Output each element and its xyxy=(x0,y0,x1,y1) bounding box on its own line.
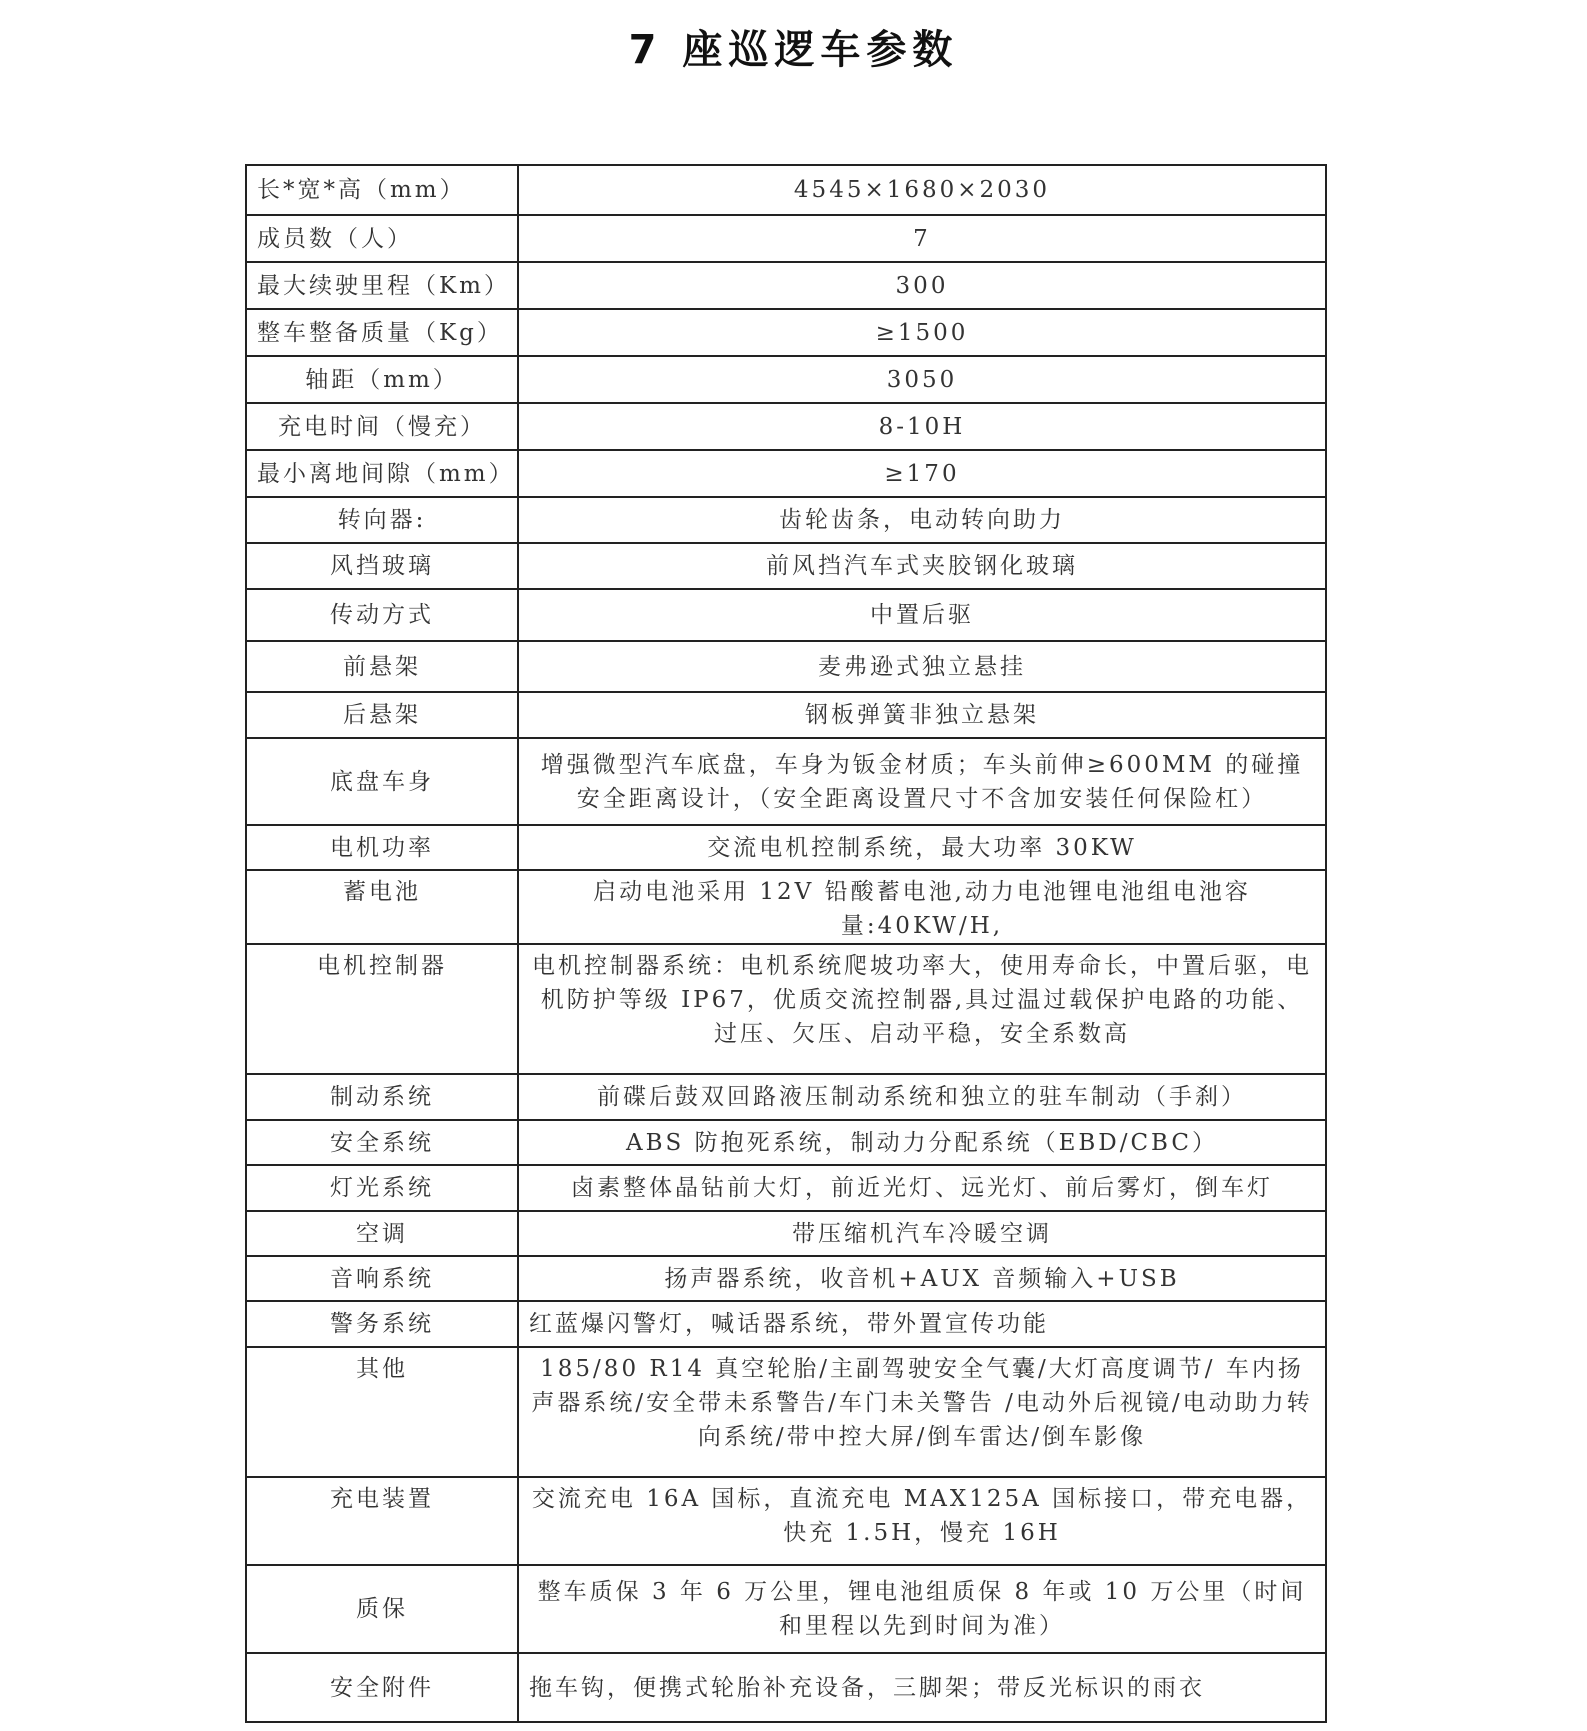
table-row xyxy=(246,944,1326,1074)
row-value: ≥1500 xyxy=(518,309,1326,356)
table-row xyxy=(246,1347,1326,1477)
row-label: 制动系统 xyxy=(246,1074,518,1120)
page-title: 7 座巡逻车参数 xyxy=(628,27,959,73)
row-label: 成员数（人） xyxy=(246,215,518,262)
row-value: 整车质保 3 年 6 万公里，锂电池组质保 8 年或 10 万公里（时间和里程以先到时间为准） xyxy=(518,1565,1326,1653)
row-value: 拖车钩，便携式轮胎补充设备，三脚架；带反光标识的雨衣 xyxy=(518,1653,1326,1722)
row-label: 转向器: xyxy=(246,497,518,543)
row-label: 质保 xyxy=(246,1565,518,1653)
row-value: 红蓝爆闪警灯，喊话器系统，带外置宣传功能 xyxy=(518,1301,1326,1347)
row-value: 麦弗逊式独立悬挂 xyxy=(518,641,1326,692)
table-row xyxy=(246,738,1326,825)
row-value: 7 xyxy=(518,215,1326,262)
row-label: 空调 xyxy=(246,1211,518,1256)
row-label: 安全系统 xyxy=(246,1120,518,1165)
row-label: 长*宽*高（mm） xyxy=(246,165,518,215)
table-row xyxy=(246,870,1326,944)
row-label: 传动方式 xyxy=(246,589,518,641)
table-row xyxy=(246,497,1326,543)
table-row xyxy=(246,641,1326,692)
row-label: 音响系统 xyxy=(246,1256,518,1301)
table-row xyxy=(246,215,1326,262)
row-value: 185/80 R14 真空轮胎/主副驾驶安全气囊/大灯高度调节/ 车内扬声器系统/安全带未系警告/车门未关警告 /电动外后视镜/电动助力转向系统/带中控大屏/倒车雷达/倒车影像 xyxy=(518,1347,1326,1477)
row-label: 前悬架 xyxy=(246,641,518,692)
row-value: 交流电机控制系统，最大功率 30KW xyxy=(518,825,1326,870)
table-row xyxy=(246,1211,1326,1256)
row-value: ABS 防抱死系统，制动力分配系统（EBD/CBC） xyxy=(518,1120,1326,1165)
row-label: 充电装置 xyxy=(246,1477,518,1565)
table-row xyxy=(246,1565,1326,1653)
table-row xyxy=(246,1301,1326,1347)
table-row xyxy=(246,543,1326,589)
row-value: 齿轮齿条，电动转向助力 xyxy=(518,497,1326,543)
row-value: 前风挡汽车式夹胶钢化玻璃 xyxy=(518,543,1326,589)
table-row xyxy=(246,1256,1326,1301)
row-value: 8-10H xyxy=(518,403,1326,450)
row-value: 增强微型汽车底盘，车身为钣金材质；车头前伸≥600MM 的碰撞安全距离设计，（安全距离设置尺寸不含加安装任何保险杠） xyxy=(518,738,1326,825)
row-label: 蓄电池 xyxy=(246,870,518,944)
row-label: 其他 xyxy=(246,1347,518,1477)
row-value: 300 xyxy=(518,262,1326,309)
row-label: 底盘车身 xyxy=(246,738,518,825)
row-value: 钢板弹簧非独立悬架 xyxy=(518,692,1326,738)
table-row xyxy=(246,825,1326,870)
table-row xyxy=(246,589,1326,641)
table-row xyxy=(246,1120,1326,1165)
table-row xyxy=(246,309,1326,356)
row-label: 电机控制器 xyxy=(246,944,518,1074)
row-value: 前碟后鼓双回路液压制动系统和独立的驻车制动（手刹） xyxy=(518,1074,1326,1120)
row-label: 最大续驶里程（Km） xyxy=(246,262,518,309)
table-row xyxy=(246,262,1326,309)
table-row xyxy=(246,450,1326,497)
row-value: 3050 xyxy=(518,356,1326,403)
table-row xyxy=(246,692,1326,738)
row-value: 交流充电 16A 国标，直流充电 MAX125A 国标接口，带充电器，快充 1.5H，慢充 16H xyxy=(518,1477,1326,1565)
table-row xyxy=(246,165,1326,215)
row-label: 电机功率 xyxy=(246,825,518,870)
row-value: ≥170 xyxy=(518,450,1326,497)
table-row xyxy=(246,1165,1326,1211)
row-value: 卤素整体晶钻前大灯，前近光灯、远光灯、前后雾灯，倒车灯 xyxy=(518,1165,1326,1211)
row-label: 最小离地间隙（mm） xyxy=(246,450,518,497)
row-label: 灯光系统 xyxy=(246,1165,518,1211)
table-row xyxy=(246,356,1326,403)
row-label: 安全附件 xyxy=(246,1653,518,1722)
table-row xyxy=(246,403,1326,450)
row-label: 充电时间（慢充） xyxy=(246,403,518,450)
table-row xyxy=(246,1074,1326,1120)
row-value: 中置后驱 xyxy=(518,589,1326,641)
row-value: 带压缩机汽车冷暖空调 xyxy=(518,1211,1326,1256)
row-label: 风挡玻璃 xyxy=(246,543,518,589)
row-label: 整车整备质量（Kg） xyxy=(246,309,518,356)
row-value: 启动电池采用 12V 铅酸蓄电池,动力电池锂电池组电池容量:40KW/H, xyxy=(518,870,1326,944)
row-value: 4545×1680×2030 xyxy=(518,165,1326,215)
table-row xyxy=(246,1653,1326,1722)
row-label: 警务系统 xyxy=(246,1301,518,1347)
spec-table xyxy=(245,164,1327,1723)
row-label: 轴距（mm） xyxy=(246,356,518,403)
row-value: 电机控制器系统：电机系统爬坡功率大，使用寿命长，中置后驱，电机防护等级 IP67，优质交流控制器,具过温过载保护电路的功能、过压、欠压、启动平稳，安全系数高 xyxy=(518,944,1326,1074)
row-label: 后悬架 xyxy=(246,692,518,738)
table-row xyxy=(246,1477,1326,1565)
row-value: 扬声器系统，收音机+AUX 音频输入+USB xyxy=(518,1256,1326,1301)
